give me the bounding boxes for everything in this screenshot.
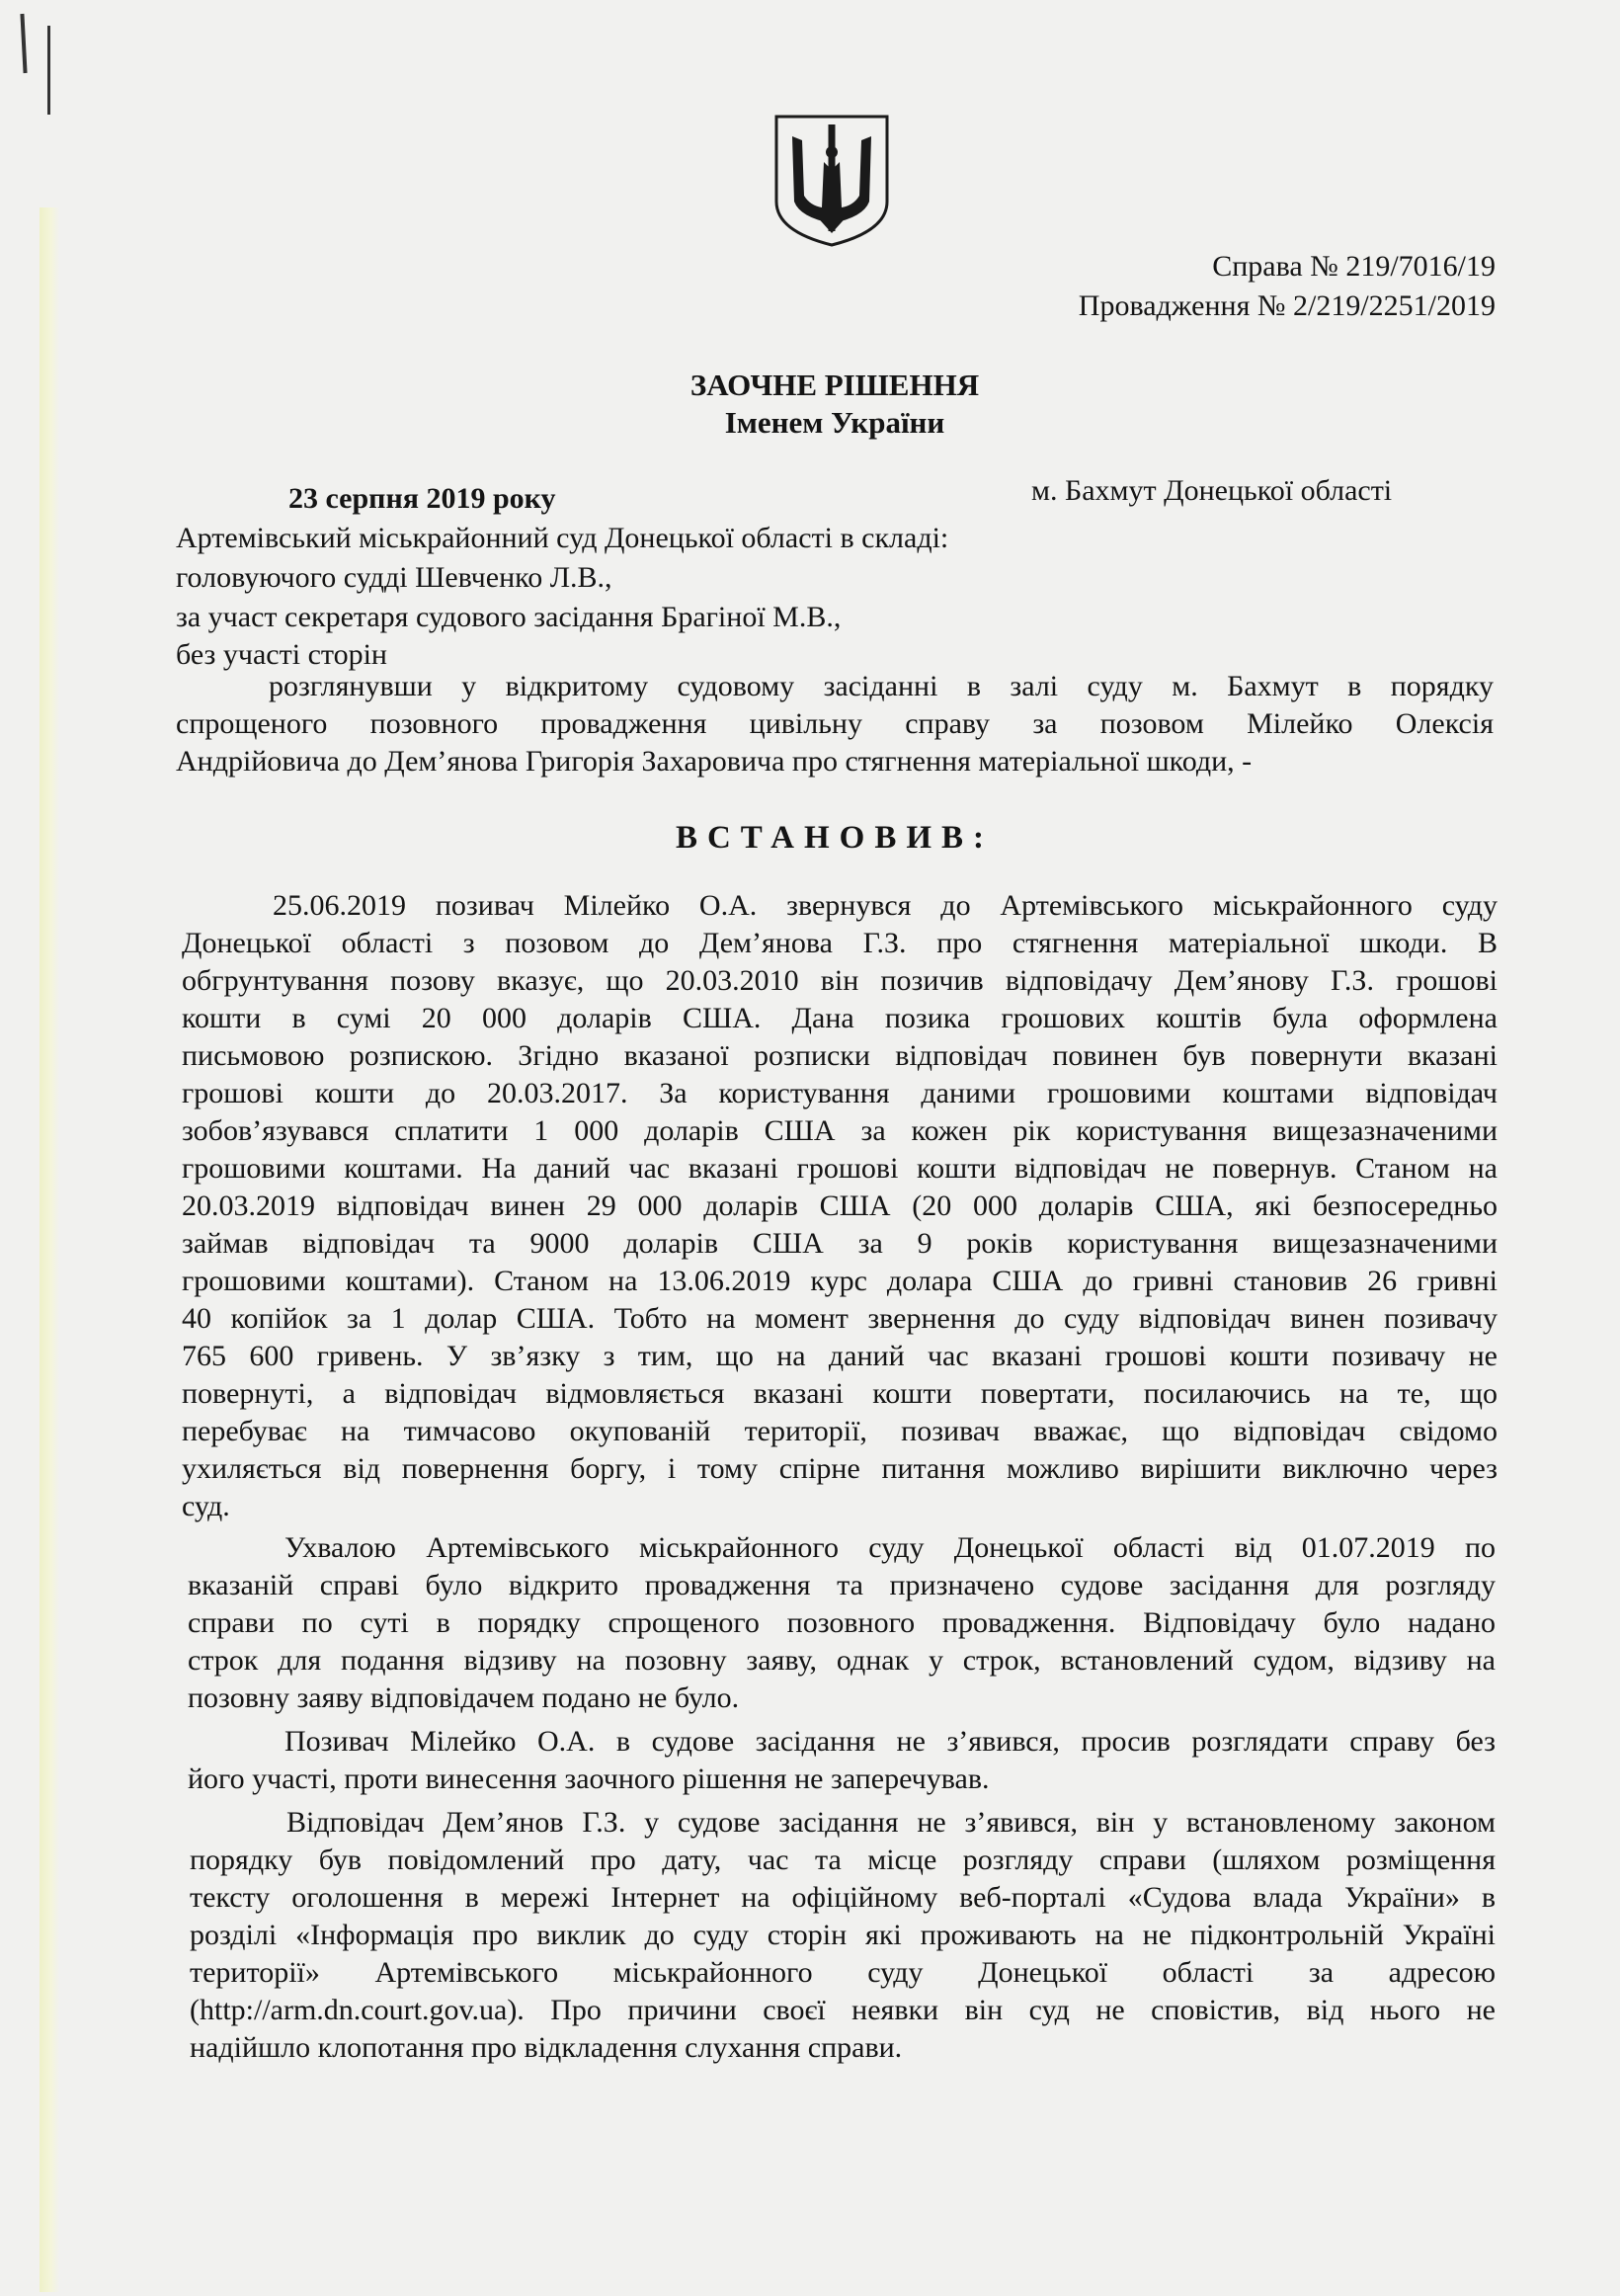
paragraph-line: його участі, проти винесення заочного рішення не заперечував. — [188, 1763, 990, 1795]
paragraph-line: строк для подання відзиву на позовну заяву, однак у строк, встановлений судом, відзиву на — [188, 1644, 1496, 1677]
paragraph-line: надійшло клопотання про відкладення слухання справи. — [190, 2031, 903, 2064]
paragraph-line: території» Артемівського міськрайонного суду Донецької області за адресою — [190, 1956, 1496, 1989]
paragraph-line: Відповідач Дем’янов Г.З. у судове засідання не з’явився, він у встановленому законом — [286, 1806, 1496, 1839]
case-numbers — [1079, 247, 1496, 326]
paragraph-line: тексту оголошення в мережі Інтернет на офіційному веб-порталі «Судова влада України» в — [190, 1881, 1496, 1914]
document-title: ЗАОЧНЕ РІШЕННЯ — [689, 368, 980, 402]
paragraph-line: обгрунтування позову вказує, що 20.03.2010 він позичив відповідачу Дем’янову Г.З. грошові — [182, 964, 1498, 997]
paragraph-line: вказаній справі було відкрито провадження та призначено судове засідання для розгляду — [188, 1569, 1496, 1601]
court-line: головуючого судді Шевченко Л.В., — [176, 561, 612, 594]
paragraph-line: зобов’язувався сплатити 1 000 доларів США за кожен рік користування вищезазначеними — [182, 1114, 1498, 1147]
paragraph-line: 40 копійок за 1 долар США. Тобто на момент звернення до суду відповідач винен позивачу — [182, 1302, 1498, 1335]
paragraph-line: розділі «Інформація про виклик до суду сторін які проживають на не підконтрольній Україні — [190, 1919, 1496, 1951]
paragraph-line: грошові кошти до 20.03.2017. За користування даними грошовими коштами відповідач — [182, 1077, 1498, 1109]
court-line: без участі сторін — [176, 638, 387, 671]
paragraph-line: суд. — [182, 1490, 230, 1522]
intro-line: розглянувши у відкритому судовому засіданні в залі суду м. Бахмут в порядку — [269, 670, 1494, 702]
court-line: за участ секретаря судового засідання Брагіної М.В., — [176, 601, 842, 633]
paragraph-line: порядку був повідомлений про дату, час та місце розгляду справи (шляхом розміщення — [190, 1844, 1496, 1876]
court-line: Артемівський міськрайонний суд Донецької області в складі: — [176, 522, 949, 554]
paragraph-line: грошовими коштами). Станом на 13.06.2019 курс долара США до гривні становив 26 гривні — [182, 1265, 1498, 1297]
coat-of-arms-icon — [770, 111, 893, 249]
section-heading: ВСТАНОВИВ: — [675, 820, 995, 856]
intro-line: спрощеного позовного провадження цивільну справу за позовом Мілейко Олексія — [176, 707, 1494, 740]
paragraph-line: Донецької області з позовом до Дем’янова Г.З. про стягнення матеріальної шкоди. В — [182, 927, 1498, 959]
paragraph-line: перебуває на тимчасово окупованій території, позивач вважає, що відповідач свідомо — [182, 1415, 1498, 1447]
decision-place: м. Бахмут Донецької області — [1031, 474, 1393, 507]
paper-edge-strip — [40, 207, 59, 2292]
paragraph-line: 765 600 гривень. У зв’язку з тим, що на даний час вказані грошові кошти позивачу не — [182, 1340, 1498, 1372]
paragraph-line: повернуті, а відповідач відмовляється вказані кошти повертати, посилаючись на те, що — [182, 1377, 1498, 1410]
intro-line: Андрійовича до Дем’янова Григорія Захаровича про стягнення матеріальної шкоди, - — [176, 745, 1253, 778]
case-number: Справа № 219/7016/19 — [1212, 250, 1496, 283]
paragraph-line: 25.06.2019 позивач Мілейко О.А. звернувся до Артемівського міськрайонного суду — [273, 889, 1498, 922]
paragraph-line: письмовою розпискою. Згідно вказаної розписки відповідач повинен був повернути вказані — [182, 1039, 1498, 1072]
paragraph-line: справи по суті в порядку спрощеного позовного провадження. Відповідачу було надано — [188, 1606, 1496, 1639]
paragraph-line: Ухвалою Артемівського міськрайонного суду Донецької області від 01.07.2019 по — [284, 1531, 1496, 1564]
margin-mark — [20, 14, 27, 73]
paragraph-line: 20.03.2019 відповідач винен 29 000 доларів США (20 000 доларів США, які безпосередньо — [182, 1189, 1498, 1222]
decision-date: 23 серпня 2019 року — [288, 482, 556, 515]
margin-mark — [47, 26, 50, 115]
proceeding-number: Провадження № 2/219/2251/2019 — [1078, 289, 1496, 322]
paragraph-line: позовну заяву відповідачем подано не було. — [188, 1681, 740, 1714]
paragraph-line: Позивач Мілейко О.А. в судове засідання не з’явився, просив розглядати справу без — [284, 1725, 1496, 1758]
paragraph-line: (http://arm.dn.court.gov.ua). Про причини своєї неявки він суд не сповістив, від нього не — [190, 1994, 1496, 2026]
paragraph-line: займав відповідач та 9000 доларів США за 9 років користування вищезазначеними — [182, 1227, 1498, 1260]
paragraph-line: ухиляється від повернення боргу, і тому спірне питання можливо вирішити виключно через — [182, 1452, 1498, 1485]
paragraph-line: кошти в сумі 20 000 доларів США. Дана позика грошових коштів була оформлена — [182, 1002, 1498, 1034]
paragraph-line: грошовими коштами. На даний час вказані грошові кошти відповідач не повернув. Станом на — [182, 1152, 1498, 1185]
document-subtitle: Іменем України — [724, 405, 945, 440]
